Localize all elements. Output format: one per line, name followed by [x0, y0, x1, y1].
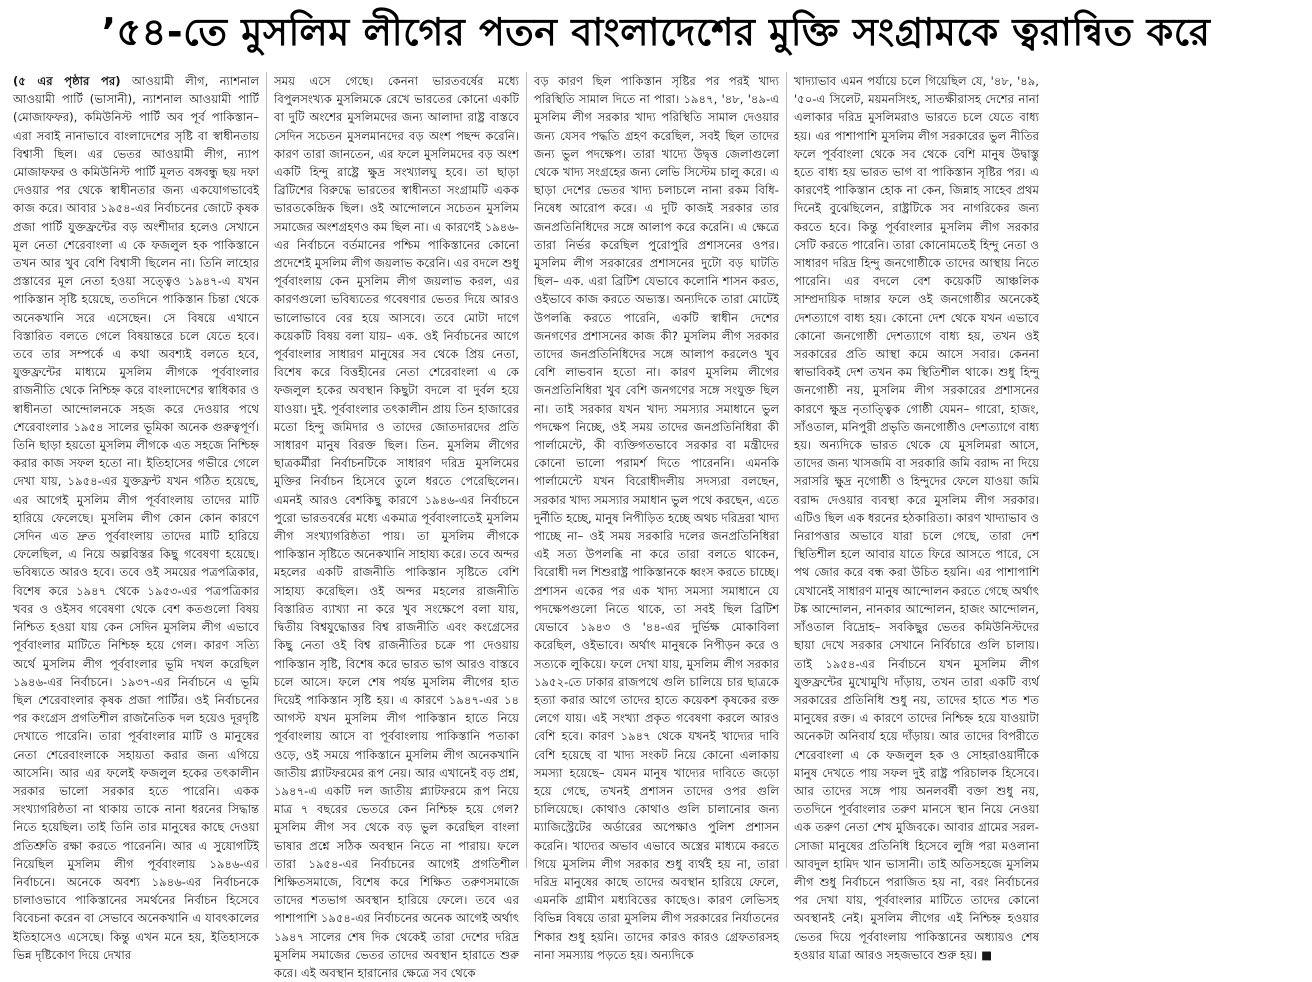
column-4-body: খাদ্যাভাব এমন পর্যায়ে চলে গিয়েছিল যে, '৪৮, '৪৯, '৫০-এ সিলেট, ময়মনসিংহ, সাতক্ষীরাসহ দেশের নানা এলাকার দরিদ্র মুসলিমরাও ভারতে চলে যেতে বাধ্য হয়। এর পাশাপাশি মুসলিম লীগ সরকারের ভুল নীতির ফলে পূর্ববাংলা থেকে সব থেকে বেশি মানুষ উদ্বাস্তু হতে বাধ্য হয় ভারত ভাগ বা পাকিস্তান সৃষ্টির পর। এ কারণেই পাকিস্তান হোক না কেন, জিন্নাহ সাহেব প্রথম দিনেই বুঝেছিলেন, রাষ্ট্রটিকে সব নাগরিকের জন্য করতে হবে। কিন্তু পূর্ববাংলার মুসলিম লীগ সরকার সেটি করতে পারেনি। তারা কোনোমতেই হিন্দু নেতা ও সাধারণ দরিদ্র হিন্দু জনগোষ্ঠীকে তাদের আস্থায় নিতে পারেনি। এর বদলে বেশ কয়েকটি আঞ্চলিক সাম্প্রদায়িক দাঙ্গার ফলে ওই জনগোষ্ঠীর অনেকেই দেশত্যাগে বাধ্য হয়। কোনো দেশ থেকে যখন এভাবে কোনো জনগোষ্ঠী দেশত্যাগে বাধ্য হয়, তখন ওই সরকারের প্রতি আস্থা কমে আসে সবার। কেননা স্বাভাবিকই দেশ তখন কম স্থিতিশীল থাকে। শুধু হিন্দু জনগোষ্ঠী নয়, মুসলিম লীগ সরকারের প্রশাসনের কারণে ক্ষুদ্র নৃতাত্ত্বিক গোষ্ঠী যেমন– গারো, হাজং, সাঁওতাল, মনিপুরী প্রভৃতি জনগোষ্ঠীও দেশত্যাগে বাধ্য হয়। অন্যদিকে ভারত থেকে যে মুসলিমরা আসে, তাদের জন্য খাসজমি বা সরকারি জমি বরাদ্দ না দিয়ে সরাসরি ক্ষুদ্র নৃগোষ্ঠী ও হিন্দুদের ফেলে যাওয়া জমি বরাদ্দ দেওয়ার ব্যবস্থা করে মুসলিম লীগ সরকার। এটিও ছিল এক ধরনের হঠকারিতা। কারণ খাদ্যাভাব ও নিরাপত্তার অভাবে যারা চলে গেছে, তারা দেশ স্থিতিশীল হলে আবার যাতে ফিরে আসতে পারে, সে পথ জোর করে বন্ধ করা উচিত হয়নি। এর পাশাপাশি যেখানেই সাধারণ মানুষ আন্দোলন করতে গেছে অর্থাৎ টঙ্ক আন্দোলন, নানকার আন্দোলন, হাজং আন্দোলন, সাঁওতাল বিদ্রোহ– সবকিছুর ভেতর কমিউনিস্টদের ছায়া দেখে সরকার সেখানে নির্বিচারে গুলি চালায়। তাই ১৯৫৪-এর নির্বাচনে যখন মুসলিম লীগ যুক্তফ্রন্টের মুখোমুখি দাঁড়ায়, তখন তারা একটি ব্যর্থ সরকারের প্রতিনিধি শুধু নয়, তাদের হাতে শত শত মানুষের রক্ত। এ কারণে তাদের নিশ্চিহ্ন হয়ে যাওয়াটা অনেকটা অনিবার্য হয়ে দাঁড়ায়। আর তাদের বিপরীতে শেরেবাংলা এ কে ফজলুল হক ও সোহরাওয়ার্দীকে মানুষ দেখতে পায় সফল দুই রাষ্ট্র পরিচালক হিসেবে। আর তাদের সঙ্গে পায় অনলবর্ষী বক্তা শুধু নয়, ততদিনে পূর্ববাংলার তরুণ মানসে স্থান নিয়ে নেওয়া এক তরুণ নেতা শেখ মুজিবকে। আবার গ্রামের সরল-সোজা মানুষের প্রতিনিধি হিসেবে লুঙ্গি পরা মওলানা আবদুল হামিদ খান ভাসানী। তাই অতিসহজে মুসলিম লীগ শুধু নির্বাচনে পরাজিত হয় না, বরং নির্বাচনের পর দেখা যায়, পূর্ববাংলার মাটিতে তাদের কোনো অবস্থানই নেই। মুসলিম লীগের এই নিশ্চিহ্ন হওয়ার ভেতর দিয়ে পূর্ববাংলায় পাকিস্তানের অধ্যায়ও শেষ হওয়ার যাত্রা আরও সহজভাবে শুরু হয়।	[794, 74, 1039, 962]
continued-from-label: (৫ এর পৃষ্ঠার পর)	[13, 74, 121, 88]
column-4-text	[794, 72, 1039, 964]
column-2	[266, 72, 526, 980]
column-4	[786, 72, 1046, 962]
article-body	[6, 72, 1306, 980]
column-1	[6, 72, 266, 962]
column-2-text: সময় এসে গেছে। কেননা ভারতবর্ষের মধ্যে বিপুলসংখ্যক মুসলিমকে রেখে ভারতের কোনো একটি বা দুটি অংশের মুসলিমদের জন্য আলাদা রাষ্ট্র বাস্তবে সেদিন সচেতন মুসলমানদের বড় অংশ পছন্দ করেনি। কারণ তারা জানতেন, এর ফলে মুসলিমদের বড় অংশ একটি হিন্দু রাষ্ট্রে ক্ষুদ্র সংখ্যালঘু হবে। তা ছাড়া ব্রিটিশের বিরুদ্ধে ভারতের স্বাধীনতা সংগ্রামটি একক ভারতকেন্দ্রিক ছিল। ওই আন্দোলনে সচেতন মুসলিম সমাজের অংশগ্রহণও কম ছিল না। এ কারণেই ১৯৪৬-এর নির্বাচনে বর্তমানের পশ্চিম পাকিস্তানের কোনো প্রদেশেই মুসলিম লীগ জয়লাভ করেনি। এর বদলে শুধু পূর্ববাংলায় কেন মুসলিম লীগ জয়লাভ করল, এর কারণগুলো ভবিষ্যতের গবেষণার ভেতর দিয়ে আরও ভালোভাবে বের হয়ে আসবে। তবে মোটা দাগে কয়েকটি বিষয় বলা যায়– এক. ওই নির্বাচনের আগে পূর্ববাংলার সাধারণ মানুষের সব থেকে প্রিয় নেতা, বিশেষ করে বিত্তহীনের নেতা শেরেবাংলা এ কে ফজলুল হকের অবস্থান কিছুটা বদলে বা দুর্বল হয়ে যাওয়া। দুই. পূর্ববাংলার তৎকালীন প্রায় তিন হাজারের মতো হিন্দু জমিদার ও তাদের জোতদারদের প্রতি সাধারণ মানুষ বিরক্ত ছিল। তিন. মুসলিম লীগের ছাত্রকর্মীরা নির্বাচনটিকে সাধারণ দরিদ্র মুসলিমের মুক্তির নির্বাচন হিসেবে তুলে ধরতে পেরেছিলেন। এমনই আরও বেশকিছু কারণে ১৯৪৬-এর নির্বাচনে পুরো ভারতবর্ষের মধ্যে একমাত্র পূর্ববাংলাতেই মুসলিম লীগ সংখ্যাগরিষ্ঠতা পায়। তা মুসলিম লীগকে পাকিস্তান সৃষ্টিতে অনেকখানি সাহায্য করে। তবে অন্দর মহলের একটি রাজনীতি পাকিস্তান সৃষ্টিতে বেশি সাহায্য করেছিল। ওই অন্দর মহলের রাজনীতি বিস্তারিত ব্যাখ্যা না করে খুব সংক্ষেপে বলা যায়, দ্বিতীয় বিশ্বযুদ্ধোত্তর বিশ্ব রাজনীতি এবং কংগ্রেসের কিছু নেতা ওই বিশ্ব রাজনীতির চক্রে পা দেওয়ায় পাকিস্তান সৃষ্টি, বিশেষ করে ভারত ভাগ আরও বাস্তবে চলে আসে। ফলে শেষ পর্যন্ত মুসলিম লীগের হাত দিয়েই পাকিস্তান সৃষ্টি হয়। এ কারণে ১৯৪৭-এর ১৪ আগস্ট যখন মুসলিম লীগ পাকিস্তান হাতে নিয়ে পূর্ববাংলায় আসে বা পূর্ববাংলায় পাকিস্তানি পতাকা ওড়ে, ওই সময়ে পাকিস্তানে মুসলিম লীগ অনেকখানি জাতীয় প্ল্যাটফরমের রূপ নেয়। আর এখানেই বড় প্রশ্ন, ১৯৪৭-এ একটি দল জাতীয় প্ল্যাটফরমে রূপ নিয়ে মাত্র ৭ বছরের ভেতরে কেন নিশ্চিহ্ন হয়ে গেল? মুসলিম লীগ সব থেকে বড় ভুল করেছিল বাংলা ভাষার প্রশ্নে সঠিক অবস্থান নিতে না পারায়। ফলে তারা ১৯৫৪-এর নির্বাচনের আগেই প্রগতিশীল শিক্ষিতসমাজে, বিশেষ করে শিক্ষিত তরুণসমাজে তাদের শতভাগ অবস্থান হারিয়ে ফেলে। তবে এর পাশাপাশি ১৯৫৪-এর নির্বাচনের অনেক আগেই অর্থাৎ ১৯৪৭ সালের শেষ দিক থেকেই তারা দেশের দরিদ্র মুসলিম সমাজের ভেতর তাদের অবস্থান হারাতে শুরু করে। এই অবস্থান হারানোর ক্ষেত্রে সব থেকে	[274, 74, 519, 980]
end-mark-icon: ■	[981, 947, 993, 962]
headline: ’৫৪-তে মুসলিম লীগের পতন বাংলাদেশের মুক্তি সংগ্রামকে ত্বরান্বিত করে	[101, 10, 1211, 54]
column-1-text	[13, 72, 259, 964]
column-3	[526, 72, 786, 962]
column-3-text: বড় কারণ ছিল পাকিস্তান সৃষ্টির পর পরই খাদ্য পরিস্থিতি সামাল দিতে না পারা। ১৯৪৭, '৪৮, '৪৯-এ মুসলিম লীগ সরকার খাদ্য পরিস্থিতি সামাল দেওয়ার জন্য যেসব পদ্ধতি গ্রহণ করেছিল, সবই ছিল তাদের জন্য ভুল পদক্ষেপ। তারা খাদ্যে উদ্বৃত্ত জেলাগুলো থেকে খাদ্য সংগ্রহের জন্য লেভি সিস্টেম চালু করে। এ ছাড়া দেশের ভেতর খাদ্য চলাচলে নানা রকম বিধি-নিষেধ আরোপ করে। এ দুটি কাজই সরকার তার জনপ্রতিনিধিদের সঙ্গে আলাপ করে করেনি। এ ক্ষেত্রে তারা নির্ভর করেছিল পুরোপুরি প্রশাসনের ওপর। মুসলিম লীগ সরকারের প্রশাসনের দুটো বড় ঘাটতি ছিল– এক. এরা ব্রিটিশ যেভাবে কলোনি শাসন করত, ওইভাবে কাজ করতে অভ্যস্ত। অন্যদিকে তারা মোটেই উপলব্ধি করতে পারেনি, একটি স্বাধীন দেশের জনগণের প্রশাসনের কাজ কী? মুসলিম লীগ সরকার তাদের জনপ্রতিনিধিদের সঙ্গে আলাপ করলেও খুব বেশি লাভবান হতো না। কারণ মুসলিম লীগের জনপ্রতিনিধিরা খুব বেশি জনগণের সঙ্গে সংযুক্ত ছিল না। তাই সরকার যখন খাদ্য সমস্যার সমাধানে ভুল পদক্ষেপ নিচ্ছে, ওই সময় তাদের জনপ্রতিনিধিরা কী পার্লামেন্টে, কী ব্যক্তিগতভাবে সরকার বা মন্ত্রীদের কোনো ভালো পরামর্শ দিতে পারেননি। এমনকি পার্লামেন্টে যখন বিরোধীদলীয় সদস্যরা বলছেন, সরকার খাদ্য সমস্যার সমাধান ভুল পথে করছেন, এতে দুর্নীতি হচ্ছে, মানুষ নিপীড়িত হচ্ছে অথচ দরিদ্ররা খাদ্য পাচ্ছে না– ওই সময় সরকারি দলের জনপ্রতিনিধিরা এই সত্য উপলব্ধি না করে তারা বলতে থাকেন, বিরোধী দল শিশুরাষ্ট্র পাকিস্তানকে ধ্বংস করতে চাচ্ছে। প্রশাসন একের পর এক খাদ্য সমস্যা সমাধানে যে পদক্ষেপগুলো নিতে থাকে, তা সবই ছিল ব্রিটিশ যেভাবে ১৯৪৩ ও '৪৪-এর দুর্ভিক্ষ মোকাবিলা করেছিল, ওইভাবে। অর্থাৎ মানুষকে নিপীড়ন করে ও সত্যকে লুকিয়ে। ফলে দেখা যায়, মুসলিম লীগ সরকার ১৯৫২-তে ঢাকার রাজপথে গুলি চালিয়ে চার ছাত্রকে হত্যা করার আগে তাদের হাতে কয়েকশ কৃষকের রক্ত লেগে যায়। এই সংখ্যা প্রকৃত গবেষণা করলে আরও বেশি হবে। কারণ ১৯৪৭ থেকে যখনই খাদ্যের দাবি বেশি হয়েছে বা খাদ্য সংকট নিয়ে কোনো এলাকায় সমস্যা হয়েছে– যেমন মানুষ খাদ্যের দাবিতে জড়ো হয়ে গেছে, তখনই প্রশাসন তাদের ওপর গুলি চালিয়েছে। কোথাও কোথাও গুলি চালানোর জন্য ম্যাজিস্ট্রেটের অর্ডারের অপেক্ষাও পুলিশ প্রশাসন করেনি। খাদ্যের অভাব এভাবে অস্ত্রের মাধ্যমে করতে গিয়ে মুসলিম লীগ সরকার শুধু ব্যর্থই হয় না, তারা দরিদ্র মানুষের কাছে তাদের অবস্থান হারিয়ে ফেলে, এমনকি গ্রামীণ মধ্যবিত্তের কাছেও। কারণ লেভিসহ বিভিন্ন বিষয়ে তারা মুসলিম লীগ সরকারের নির্যাতনের শিকার শুধু হয়নি। তাদের কারও কারও গ্রেফতারসহ নানা সমস্যায় পড়তে হয়। অন্যদিকে	[534, 74, 779, 962]
column-1-body: আওয়ামী লীগ, ন্যাশনাল আওয়ামী পার্টি (ভাসানী), ন্যাশনাল আওয়ামী পার্টি (মোজাফফর), কমিউনিস্ট পার্টি অব পূর্ব পাকিস্তান– এরা সবাই নানাভাবে বাংলাদেশের সৃষ্টি বা স্বাধীনতায় বিশ্বাসী ছিল। এর ভেতর আওয়ামী লীগ, ন্যাপ মোজাফফর ও কমিউনিস্ট পার্টি মূলত বঙ্গবন্ধু ছয় দফা দেওয়ার পর থেকে স্বাধীনতার জন্য একযোগভাবেই কাজ করে। আবার ১৯৫৪-এর নির্বাচনের জোটে কৃষক প্রজা পার্টি যুক্তফ্রন্টের বড় অংশীদার হলেও সেখানে মূল নেতা শেরেবাংলা এ কে ফজলুল হক পাকিস্তানে তখন আর খুব বেশি বিশ্বাসী ছিলেন না। তিনি লাহোর প্রস্তাবের মূল নেতা হওয়া সত্ত্বেও ১৯৪৭-এ যখন পাকিস্তান সৃষ্টি হয়েছে, ততদিনে পাকিস্তান চিন্তা থেকে অনেকখানি সরে এসেছেন। সে বিষয়ে এখানে বিস্তারিত বলতে গেলে বিষয়ান্তরে চলে যেতে হবে। তবে তার সম্পর্কে এ কথা অবশ্যই বলতে হবে, যুক্তফ্রন্টের মাধ্যমে মুসলিম লীগকে পূর্ববাংলার রাজনীতি থেকে নিশ্চিহ্ন করে বাংলাদেশের স্বাধিকার ও স্বাধীনতা আন্দোলনকে সহজ করে দেওয়ার পথে শেরেবাংলার ১৯৫৪ সালের ভূমিকা অনেক গুরুত্বপূর্ণ। তিনি ছাড়া হয়তো মুসলিম লীগকে এত সহজে নিশ্চিহ্ন করার কাজ সফল হতো না। ইতিহাসের গভীরে গেলে দেখা যায়, ১৯৫৪-এর যুক্তফ্রন্ট যখন গঠিত হয়েছে, এর আগেই মুসলিম লীগ পূর্ববাংলায় তাদের মাটি হারিয়ে ফেলেছে। মুসলিম লীগ কোন কোন কারণে সেদিন এত দ্রুত পূর্ববাংলায় তাদের মাটি হারিয়ে ফেলেছিল, এ নিয়ে অল্পবিস্তর কিছু গবেষণা হয়েছে। ভবিষ্যতে আরও হবে। তবে ওই সময়ের পত্রপত্রিকার, বিশেষ করে ১৯৪৭ থেকে ১৯৫৩-এর পত্রপত্রিকার খবর ও ওইসব গবেষণা থেকে বেশ কতগুলো বিষয় নিশ্চিত হওয়া যায় কেন সেদিন মুসলিম লীগ এভাবে পূর্ববাংলার মাটিতে নিশ্চিহ্ন হয়ে গেল। কারণ সত্যি অর্থে মুসলিম লীগ পূর্ববাংলার ভূমি দখল করেছিল ১৯৪৬-এর নির্বাচনে। ১৯৩৭-এর নির্বাচনে এ ভূমি ছিল শেরেবাংলার কৃষক প্রজা পার্টির। ওই নির্বাচনের পর কংগ্রেস প্রগতিশীল রাজনৈতিক দল হয়েও দূরদৃষ্টি দেখাতে পারেনি। তারা পূর্ববাংলার মাটি ও মানুষের নেতা শেরেবাংলাকে সহায়তা করার জন্য এগিয়ে আসেনি। আর এর ফলেই ফজলুল হকের তৎকালীন সরকার ভালো সরকার হতে পারেনি। একক সংখ্যাগরিষ্ঠতা না থাকায় তাকে নানা ধরনের সিদ্ধান্ত নিতে হয়েছিল। তাই তিনি তার মানুষের কাছে দেওয়া প্রতিশ্রুতি রক্ষা করতে পারেননি। আর এ সুযোগটিই নিয়েছিল মুসলিম লীগ পূর্ববাংলায় ১৯৪৬-এর নির্বাচনে। অনেকে অবশ্য ১৯৪৬-এর নির্বাচনকে চালাওভাবে পাকিস্তানের সমর্থনের নির্বাচন হিসেবে বিবেচনা করেন বা সেভাবে অনেকখানি এ যাবৎকালের ইতিহাসেও এসেছে। কিন্তু এখন মনে হয়, ইতিহাসকে ভিন্ন দৃষ্টিকোণ দিয়ে দেখার	[13, 74, 259, 962]
